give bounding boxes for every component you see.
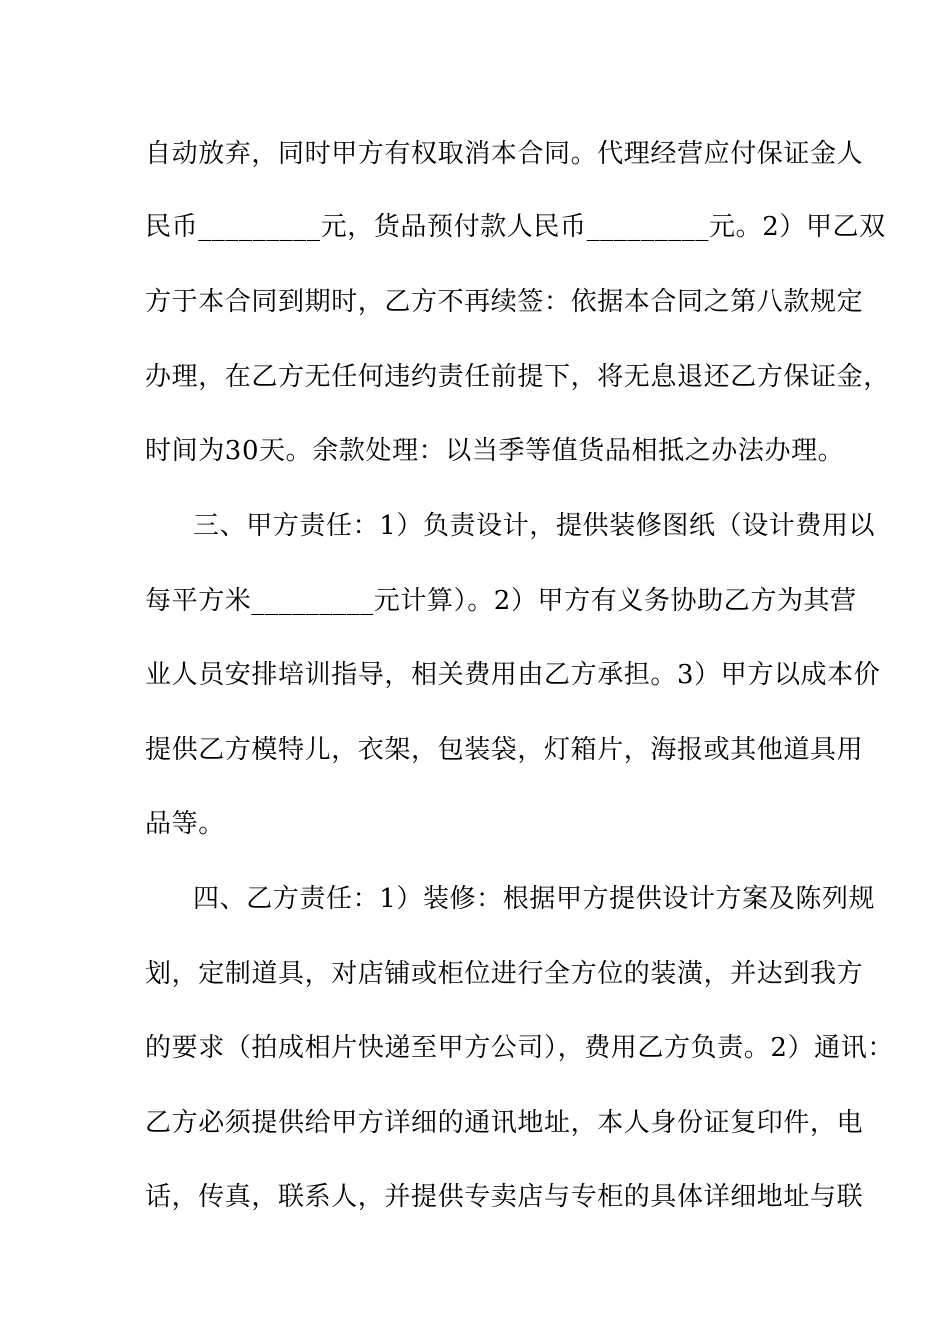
paragraph-line: 时间为30天。余款处理：以当季等值货品相抵之办法办理。 [145, 436, 845, 466]
paragraph-line: 品等。 [145, 809, 225, 839]
paragraph-line: 办理，在乙方无任何违约责任前提下，将无息退还乙方保证金， [145, 362, 890, 392]
section-4-heading-line: 四、乙方责任：1）装修：根据甲方提供设计方案及陈列规 [193, 884, 876, 914]
paragraph-line: 方于本合同到期时，乙方不再续签：依据本合同之第八款规定 [145, 287, 864, 317]
paragraph-line: 话，传真，联系人，并提供专卖店与专柜的具体详细地址与联 [145, 1182, 864, 1212]
paragraph-line: 业人员安排培训指导，相关费用由乙方承担。3）甲方以成本价 [145, 660, 881, 690]
paragraph-line: 提供乙方模特儿，衣架，包装袋，灯箱片，海报或其他道具用 [145, 735, 864, 765]
paragraph-line: 民币_________元，货品预付款人民币_________元。2）甲乙双 [145, 212, 886, 242]
paragraph-line: 划，定制道具，对店铺或柜位进行全方位的装潢，并达到我方 [145, 959, 864, 989]
paragraph-line: 的要求（拍成相片快递至甲方公司），费用乙方负责。2）通讯： [145, 1033, 894, 1063]
section-3-heading-line: 三、甲方责任：1）负责设计，提供装修图纸（设计费用以 [193, 511, 876, 541]
paragraph-line: 每平方米_________元计算）。2）甲方有义务协助乙方为其营 [145, 586, 857, 616]
paragraph-line: 乙方必须提供给甲方详细的通讯地址，本人身份证复印件，电 [145, 1108, 864, 1138]
paragraph-line: 自动放弃，同时甲方有权取消本合同。代理经营应付保证金人 [145, 139, 864, 169]
